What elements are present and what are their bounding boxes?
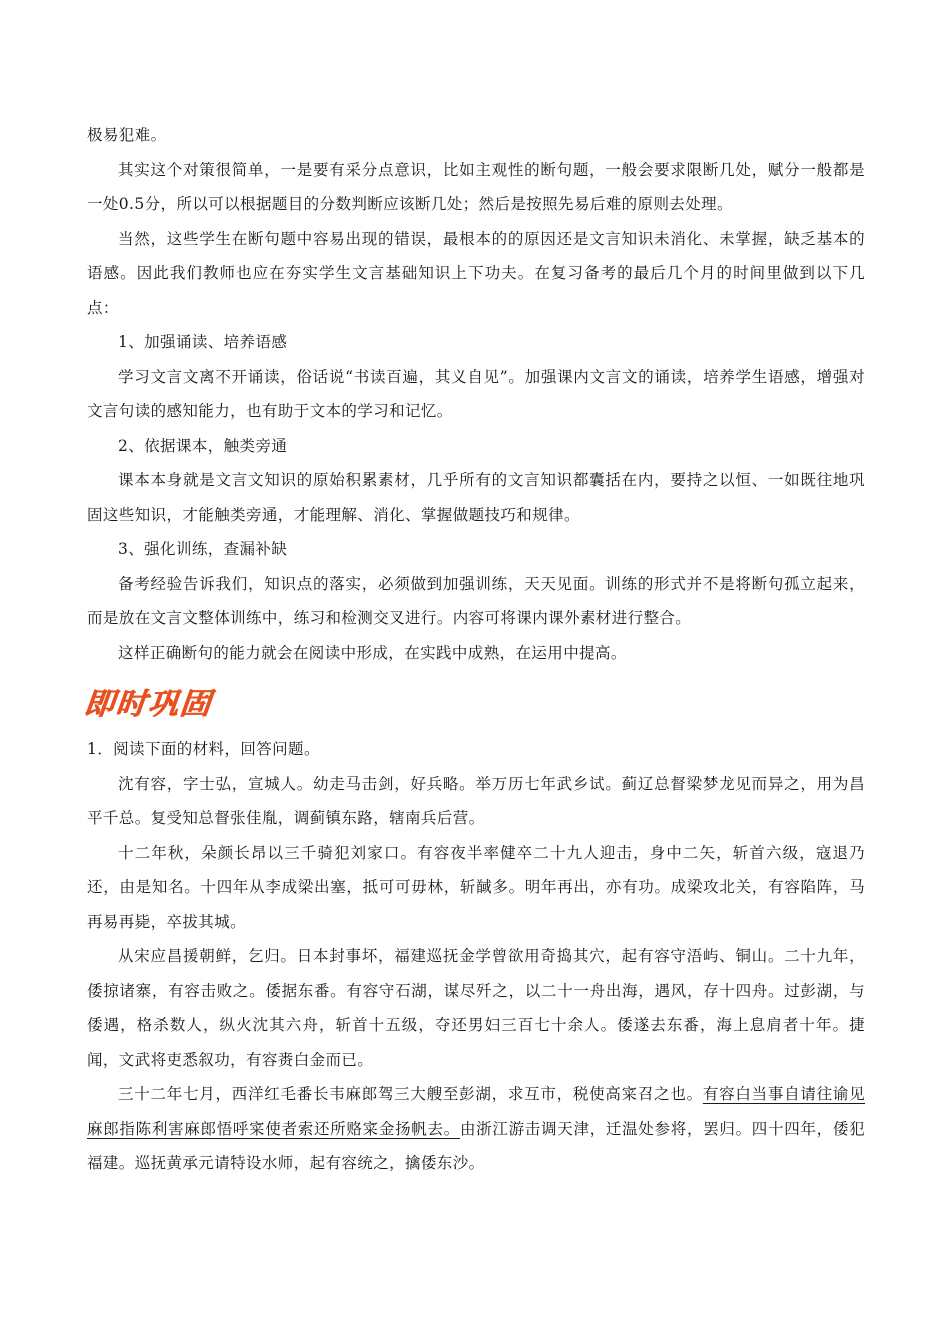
paragraph-closing: 这样正确断句的能力就会在阅读中形成，在实践中成熟，在运用中提高。 (118, 643, 627, 662)
list-item-3-body: 备考经验告诉我们，知识点的落实，必须做到加强训练，天天见面。训练的形式并不是将断句孤立起来，而是放在文言文整体训练中，练习和检测交叉进行。内容可将课内课外素材进行整合。 (87, 574, 865, 627)
document-page (81, 118, 865, 1181)
underlined-sentence: 有容白当事自请往谕见麻郎指陈利害麻郎悟呼寀使者索还所赂寀金扬帆去。 (87, 1085, 865, 1138)
passage-paragraph-4 (87, 1077, 865, 1181)
section-heading-text: 即时巩固 (81, 687, 214, 722)
paragraph-root-cause: 当然，这些学生在断句题中容易出现的错误，最根本的的原因还是文言知识未消化、未掌握，缺乏基本的语感。因此我们教师也应在夯实学生文言基础知识上下功夫。在复习备考的最后几个月的时间里做到以下几点： (87, 229, 865, 317)
paragraph-continuation: 极易犯难。 (87, 126, 167, 144)
list-item-1-title: 1、加强诵读、培养语感 (118, 333, 288, 351)
passage-paragraph-1: 沈有容，字士弘，宣城人。幼走马击剑，好兵略。举万历七年武乡试。蓟辽总督梁梦龙见而异之，用为昌平千总。复受知总督张佳胤，调蓟镇东路，辖南兵后营。 (87, 774, 865, 827)
passage-paragraph-3: 从宋应昌援朝鲜，乞归。日本封事坏，福建巡抚金学曾欲用奇捣其穴，起有容守浯屿、铜山。二十九年，倭掠诸寨，有容击败之。倭据东番。有容守石湖，谋尽歼之，以二十一舟出海，遇风，存十四舟。过彭湖，与倭遇，格杀数人，纵火沈其六舟，斩首十五级，夺还男妇三百七十余人。倭遂去东番，海上息肩者十年。捷闻，文武将吏悉叙功，有容赉白金而已。 (87, 947, 865, 1069)
paragraph-strategy: 其实这个对策很简单，一是要有采分点意识，比如主观性的断句题，一般会要求限断几处，赋分一般都是一处0.5分，所以可以根据题目的分数判断应该断几处；然后是按照先易后难的原则去处理。 (87, 160, 865, 213)
list-item-2-title: 2、依据课本，触类旁通 (118, 436, 288, 455)
section-heading (81, 678, 865, 724)
question-prompt: 1．阅读下面的材料，回答问题。 (87, 740, 320, 758)
list-item-3-title: 3、强化训练，查漏补缺 (118, 540, 288, 558)
passage-paragraph-4-end: 由浙江游击调天津，迁温处参将，罢归。四十四年，倭犯福建。巡抚黄承元请特设水师，起有容统之，擒倭东沙。 (87, 1119, 865, 1172)
list-item-1-body: 学习文言文离不开诵读，俗话说“书读百遍，其义自见”。加强课内文言文的诵读，培养学生语感，增强对文言句读的感知能力，也有助于文本的学习和记忆。 (87, 367, 865, 420)
passage-paragraph-4-start: 三十二年七月，西洋红毛番长韦麻郎驾三大艘至彭湖，求互市，税使高寀召之也。 (118, 1085, 703, 1103)
list-item-2-body: 课本本身就是文言文知识的原始积累素材，几乎所有的文言知识都囊括在内，要持之以恒、一如既往地巩固这些知识，才能触类旁通，才能理解、消化、掌握做题技巧和规律。 (87, 471, 865, 524)
passage-paragraph-2: 十二年秋，朵颜长昂以三千骑犯刘家口。有容夜半率健卒二十九人迎击，身中二矢，斩首六级，寇退乃还，由是知名。十四年从李成梁出塞，抵可可毋林，斩馘多。明年再出，亦有功。成梁攻北关，有容陷阵，马再易再毙，卒拔其城。 (87, 843, 865, 931)
